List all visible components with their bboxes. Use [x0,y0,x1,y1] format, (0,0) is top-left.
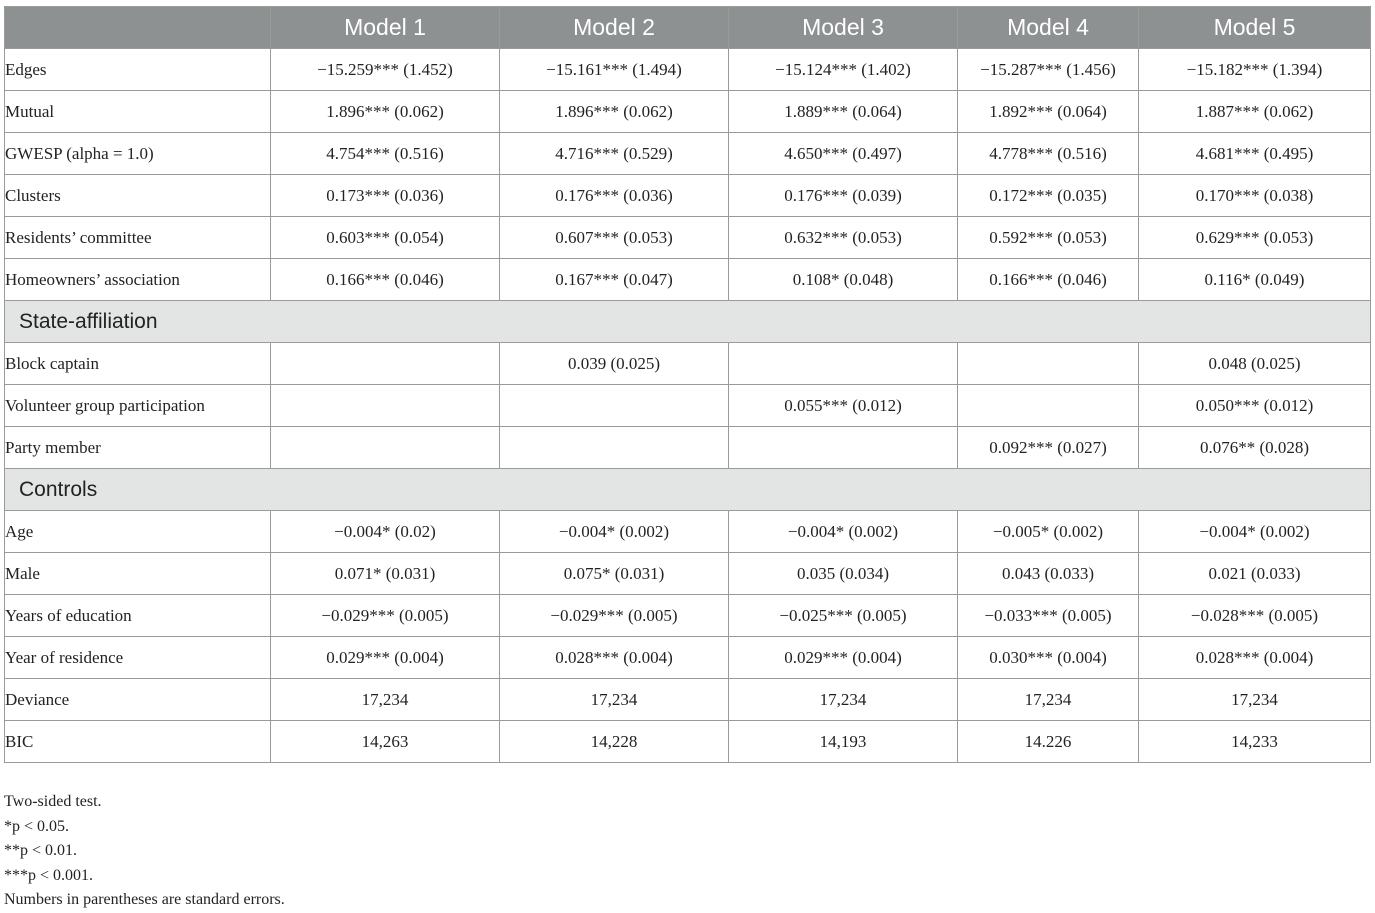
cell-model-4: −0.005* (0.002) [958,511,1139,553]
cell-model-4: 0.166*** (0.046) [958,259,1139,301]
table-row [5,721,1371,763]
row-label: Party member [5,427,271,469]
table-row [5,637,1371,679]
cell-model-1: −0.029*** (0.005) [271,595,500,637]
cell-model-4 [958,385,1139,427]
cell-model-4: 0.043 (0.033) [958,553,1139,595]
cell-model-3: −15.124*** (1.402) [729,49,958,91]
table-row [5,595,1371,637]
cell-model-5: 4.681*** (0.495) [1139,133,1371,175]
table-body [5,49,1371,763]
cell-model-2: 0.075* (0.031) [500,553,729,595]
cell-model-4: 4.778*** (0.516) [958,133,1139,175]
cell-model-2: 17,234 [500,679,729,721]
cell-model-2: 14,228 [500,721,729,763]
table-row [5,343,1371,385]
row-label: Year of residence [5,637,271,679]
cell-model-5: 17,234 [1139,679,1371,721]
cell-model-4: 1.892*** (0.064) [958,91,1139,133]
cell-model-5: 0.048 (0.025) [1139,343,1371,385]
regression-results-table [4,6,1371,763]
cell-model-1: 0.603*** (0.054) [271,217,500,259]
cell-model-4: −0.033*** (0.005) [958,595,1139,637]
row-label: Block captain [5,343,271,385]
cell-model-5: −0.028*** (0.005) [1139,595,1371,637]
cell-model-3: 17,234 [729,679,958,721]
table-row [5,427,1371,469]
cell-model-3: 4.650*** (0.497) [729,133,958,175]
cell-model-1 [271,427,500,469]
table-row [5,133,1371,175]
table-row [5,553,1371,595]
cell-model-3: −0.004* (0.002) [729,511,958,553]
row-label: GWESP (alpha = 1.0) [5,133,271,175]
cell-model-4: 14.226 [958,721,1139,763]
table-row [5,385,1371,427]
cell-model-1 [271,385,500,427]
cell-model-5: 0.116* (0.049) [1139,259,1371,301]
cell-model-3: 14,193 [729,721,958,763]
cell-model-1: 0.029*** (0.004) [271,637,500,679]
cell-model-5: 0.629*** (0.053) [1139,217,1371,259]
table-row [5,511,1371,553]
row-label: Age [5,511,271,553]
cell-model-1: 0.071* (0.031) [271,553,500,595]
cell-model-2: 0.176*** (0.036) [500,175,729,217]
cell-model-5: −15.182*** (1.394) [1139,49,1371,91]
cell-model-4: 0.030*** (0.004) [958,637,1139,679]
cell-model-3: 0.029*** (0.004) [729,637,958,679]
cell-model-4: −15.287*** (1.456) [958,49,1139,91]
table-row [5,259,1371,301]
cell-model-5: 0.050*** (0.012) [1139,385,1371,427]
cell-model-5: −0.004* (0.002) [1139,511,1371,553]
cell-model-3: 0.632*** (0.053) [729,217,958,259]
cell-model-1: 14,263 [271,721,500,763]
cell-model-3: 0.035 (0.034) [729,553,958,595]
section-controls-row [5,469,1371,511]
footnote-test: Two-sided test. [4,793,102,810]
section-state-affiliation-row [5,301,1371,343]
header-model-4: Model 4 [958,7,1139,49]
row-label: Clusters [5,175,271,217]
table-header [5,7,1371,49]
cell-model-2: 1.896*** (0.062) [500,91,729,133]
row-label: Homeowners’ association [5,259,271,301]
cell-model-1: −15.259*** (1.452) [271,49,500,91]
cell-model-3: −0.025*** (0.005) [729,595,958,637]
cell-model-4: 0.172*** (0.035) [958,175,1139,217]
table-row [5,49,1371,91]
table-row [5,217,1371,259]
header-model-1: Model 1 [271,7,500,49]
cell-model-3: 0.055*** (0.012) [729,385,958,427]
cell-model-1: 4.754*** (0.516) [271,133,500,175]
cell-model-3: 0.108* (0.048) [729,259,958,301]
header-model-3: Model 3 [729,7,958,49]
cell-model-3 [729,427,958,469]
cell-model-5: 0.021 (0.033) [1139,553,1371,595]
cell-model-1: 1.896*** (0.062) [271,91,500,133]
header-cell-blank [5,7,271,49]
cell-model-2: 0.607*** (0.053) [500,217,729,259]
cell-model-2: −15.161*** (1.494) [500,49,729,91]
header-model-5: Model 5 [1139,7,1371,49]
cell-model-2: −0.029*** (0.005) [500,595,729,637]
cell-model-5: 0.076** (0.028) [1139,427,1371,469]
cell-model-2: −0.004* (0.002) [500,511,729,553]
table-row [5,175,1371,217]
table-row [5,91,1371,133]
footnote-p001: ***p < 0.001. [4,866,94,884]
cell-model-2: 0.028*** (0.004) [500,637,729,679]
row-label: Edges [5,49,271,91]
cell-model-4: 0.092*** (0.027) [958,427,1139,469]
cell-model-4: 17,234 [958,679,1139,721]
cell-model-2 [500,385,729,427]
row-label: BIC [5,721,271,763]
cell-model-5: 0.028*** (0.004) [1139,637,1371,679]
row-label: Male [5,553,271,595]
header-row [5,7,1371,49]
row-label: Mutual [5,91,271,133]
footnote-p05: *p < 0.05. [4,817,70,835]
cell-model-1: −0.004* (0.02) [271,511,500,553]
cell-model-1: 0.166*** (0.046) [271,259,500,301]
table-footnotes [4,790,285,913]
cell-model-3: 1.889*** (0.064) [729,91,958,133]
cell-model-4: 0.592*** (0.053) [958,217,1139,259]
footnote-p01: **p < 0.01. [4,842,78,859]
row-label: Volunteer group participation [5,385,271,427]
cell-model-2 [500,427,729,469]
row-label: Residents’ committee [5,217,271,259]
cell-model-1 [271,343,500,385]
row-label: Years of education [5,595,271,637]
cell-model-1: 17,234 [271,679,500,721]
cell-model-2: 4.716*** (0.529) [500,133,729,175]
cell-model-5: 0.170*** (0.038) [1139,175,1371,217]
cell-model-3 [729,343,958,385]
section-state-affiliation-heading: State-affiliation [5,301,1371,343]
cell-model-4 [958,343,1139,385]
header-model-2: Model 2 [500,7,729,49]
cell-model-3: 0.176*** (0.039) [729,175,958,217]
footnote-standard-errors: Numbers in parentheses are standard errors. [4,891,285,908]
cell-model-2: 0.167*** (0.047) [500,259,729,301]
table-row [5,679,1371,721]
cell-model-5: 14,233 [1139,721,1371,763]
cell-model-5: 1.887*** (0.062) [1139,91,1371,133]
row-label: Deviance [5,679,271,721]
cell-model-1: 0.173*** (0.036) [271,175,500,217]
section-controls-heading: Controls [5,469,1371,511]
cell-model-2: 0.039 (0.025) [500,343,729,385]
